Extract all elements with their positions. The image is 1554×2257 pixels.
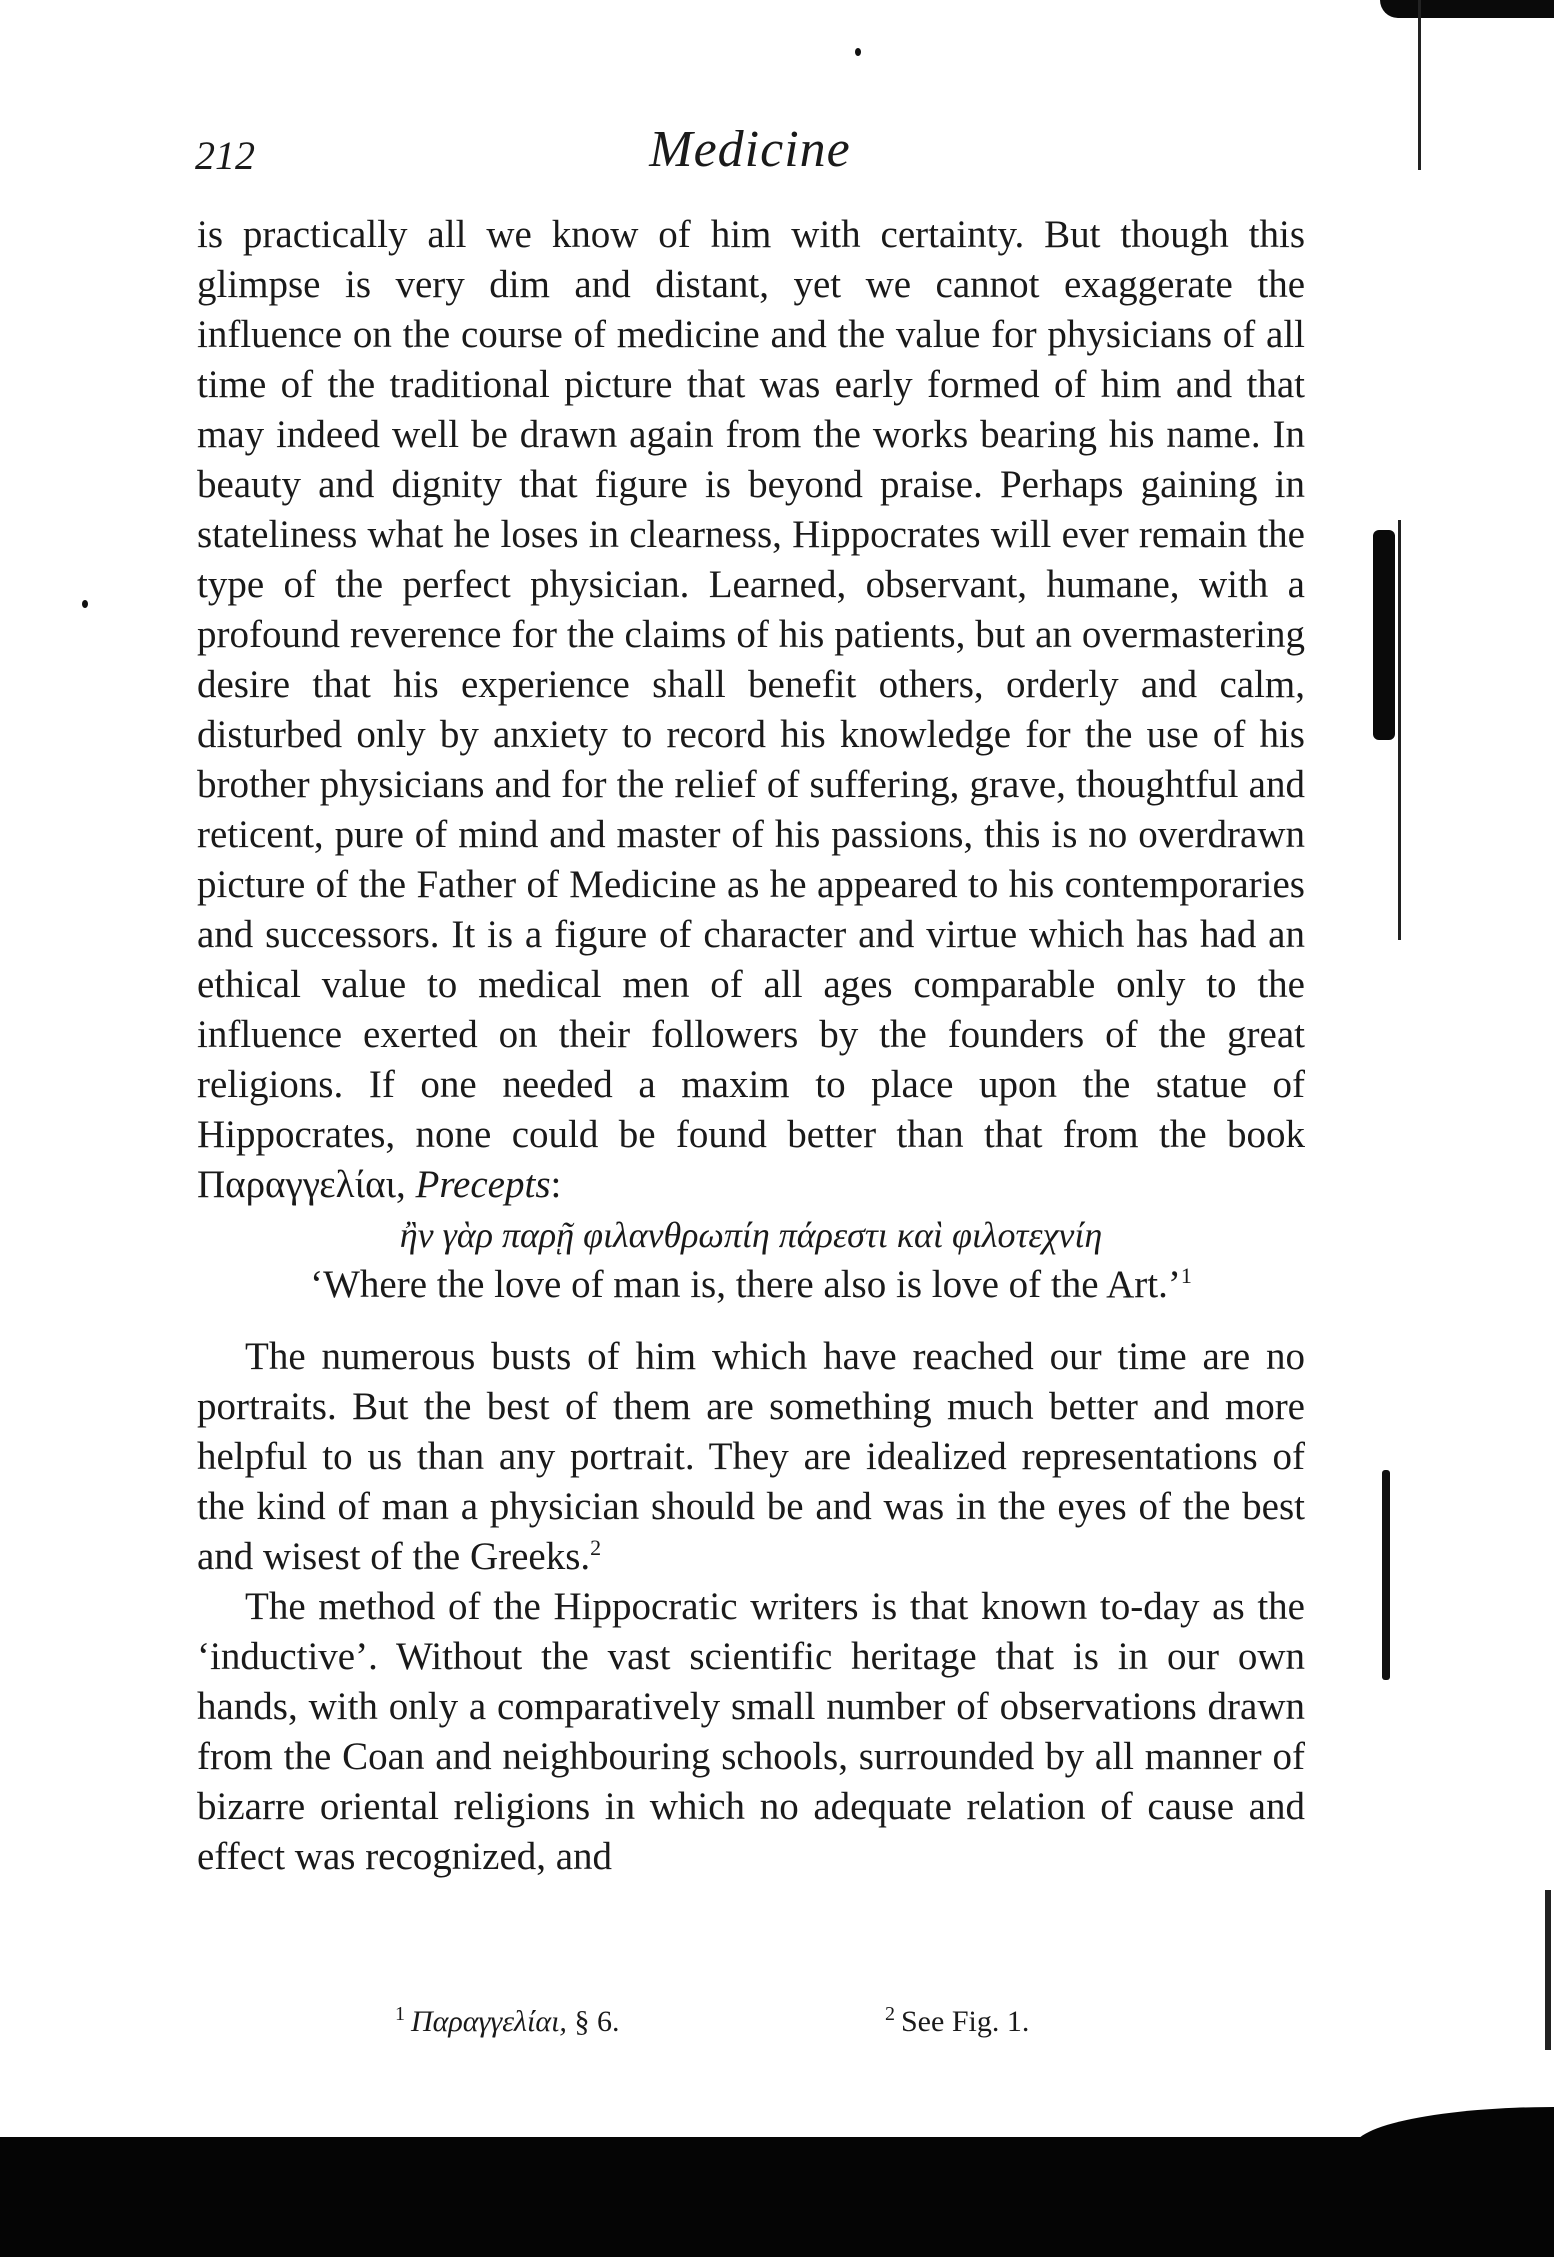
paragraph-3-text: The method of the Hippocratic writers is that known to-day as the ‘inductive’. Without the vast scientific heritage that is in our own hands, with only a comparatively small number of observations drawn from the Coan and neighbouring schools, surrounded by all manner of bizarre oriental religions in which no adequate relation of cause and effect was recognized, and <box>197 1585 1305 1878</box>
footnote-ref-2: 2 <box>590 1535 602 1560</box>
footnote-2-text: See Fig. 1. <box>901 2005 1030 2038</box>
page-header <box>195 120 1305 190</box>
book-title-english: Precepts <box>415 1163 551 1206</box>
footnote-2-mark: 2 <box>885 2003 895 2025</box>
colon: : <box>550 1163 562 1206</box>
footnote-1-greek: Παραγγελίαι, <box>411 2005 567 2038</box>
scan-line-right <box>1398 520 1401 940</box>
paragraph-2 <box>197 1332 1305 1582</box>
scan-edge-bottom <box>0 2137 1554 2257</box>
scan-shadow-right <box>1373 530 1395 740</box>
page-number: 212 <box>195 133 255 178</box>
paragraph-1-text: is practically all we know of him with certainty. But though this glimpse is very dim and distant, yet we cannot exaggerate the influence on the course of medicine and the value for physicians of all time of the traditional picture that was early formed of him and that may indeed well be drawn again from the works bearing his name. In beauty and dignity that figure is beyond praise. Perhaps gaining in stateliness what he loses in clearness, Hippocrates will ever remain the type of the perfect physician. Learned, observant, humane, with a profound reverence for the claims of his patients, but an overmastering desire that his experience shall benefit others, orderly and calm, disturbed only by anxiety to record his knowledge for the use of his brother physicians and for the relief of suffering, grave, thoughtful and reticent, pure of mind and master of his passions, this is no overdrawn picture of the Father of Medicine as he appeared to his contemporaries and successors. It is a figure of character and virtue which has had an ethical value to medical men of all ages comparable only to the influence exerted on their followers by the founders of the great religions. If one needed a maxim to place upon the statue of Hippocrates, none could be found better than that from the book <box>197 213 1305 1156</box>
footnote-ref-1: 1 <box>1180 1263 1192 1288</box>
paragraph-2-text: The numerous busts of him which have reached our time are no portraits. But the best of them are something much better and more helpful to us than any portrait. They are idealized representations of the kind of man a physician should be and was in the eyes of the best and wisest of the Greeks. <box>197 1335 1305 1578</box>
paragraph-3 <box>197 1582 1305 1882</box>
footnote-2 <box>885 2002 1029 2042</box>
scan-speck <box>82 600 88 608</box>
running-title: Medicine <box>649 121 851 178</box>
translation-text: ‘Where the love of man is, there also is love of the Art.’ <box>310 1263 1181 1306</box>
scan-speck <box>855 48 861 56</box>
body-text <box>197 210 1305 1882</box>
scan-line-right-bottom <box>1545 1890 1551 2050</box>
scan-shadow-top <box>1380 0 1554 18</box>
scan-shadow-right-lower <box>1382 1470 1390 1680</box>
footnote-1-text: § 6. <box>574 2005 620 2038</box>
greek-quote: ἢν γὰρ παρῇ φιλανθρωπίη πάρεστι καὶ φιλοτεχνίη <box>399 1215 1103 1255</box>
footnote-1 <box>395 2002 619 2042</box>
book-title-greek: Παραγγελίαι, <box>197 1163 406 1206</box>
scan-line-top <box>1418 0 1421 170</box>
footnote-1-mark: 1 <box>395 2003 405 2025</box>
quote-translation <box>197 1260 1305 1310</box>
paragraph-1 <box>197 210 1305 1210</box>
spacer <box>197 1310 1305 1332</box>
